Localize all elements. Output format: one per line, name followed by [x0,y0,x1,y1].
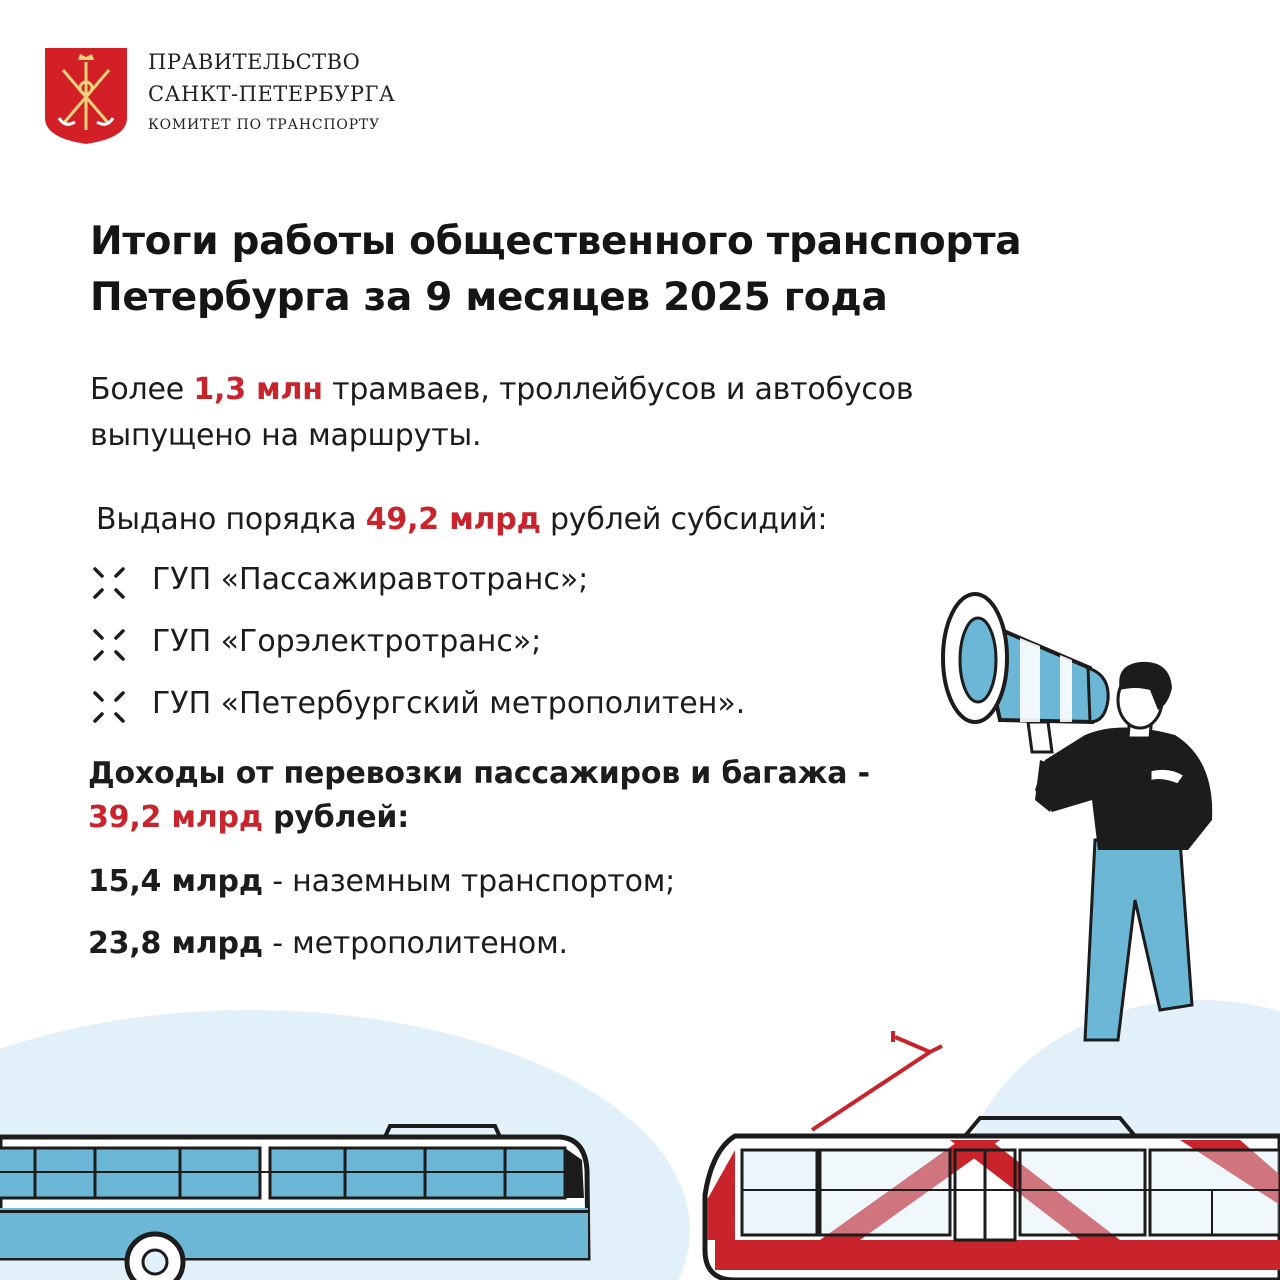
page-title [90,214,1021,326]
metro-value: 23,8 млрд [88,926,263,961]
vehicles-prefix: Более [90,372,194,407]
subsidies-prefix: Выдано порядка [96,502,366,537]
person-with-megaphone-illustration [943,594,1212,1040]
subsidies-suffix: рублей субсидий: [540,502,828,537]
bullet-cross-icon [92,566,126,600]
subsidy-item: ГУП «Пассажиравтотранс»; [152,562,589,597]
bullet-cross-icon [92,690,126,724]
subsidy-item: ГУП «Горэлектротранс»; [152,624,542,659]
ground-value: 15,4 млрд [88,864,263,899]
title-line1: Итоги работы общественного транспорта [90,219,1022,264]
income-total [88,800,409,835]
coat-of-arms-icon [45,48,127,144]
org-department: КОМИТЕТ ПО ТРАНСПОРТУ [148,117,380,133]
vehicles-line2: выпущено на маршруты. [90,418,482,453]
title-line2: Петербурга за 9 месяцев 2025 года [90,275,888,320]
subsidy-item: ГУП «Петербургский метрополитен». [152,686,746,721]
bus-illustration [0,1126,588,1280]
income-suffix: рублей: [262,800,410,835]
vehicles-highlight: 1,3 млн [193,372,323,407]
income-metro [88,926,568,961]
metro-text: - метрополитеном. [262,926,568,961]
bullet-cross-icon [92,628,126,662]
vehicles-suffix: трамваев, троллейбусов и автобусов [322,372,914,407]
org-name-line2: САНКТ-ПЕТЕРБУРГА [148,82,396,106]
income-ground [88,864,675,899]
vehicles-line1 [90,372,913,407]
ground-text: - наземным транспортом; [262,864,676,899]
subsidies-heading [96,502,827,537]
income-highlight: 39,2 млрд [88,800,263,835]
income-heading: Доходы от перевозки пассажиров и багажа - [88,756,870,791]
org-name-line1: ПРАВИТЕЛЬСТВО [148,50,361,74]
subsidies-highlight: 49,2 млрд [365,502,541,537]
